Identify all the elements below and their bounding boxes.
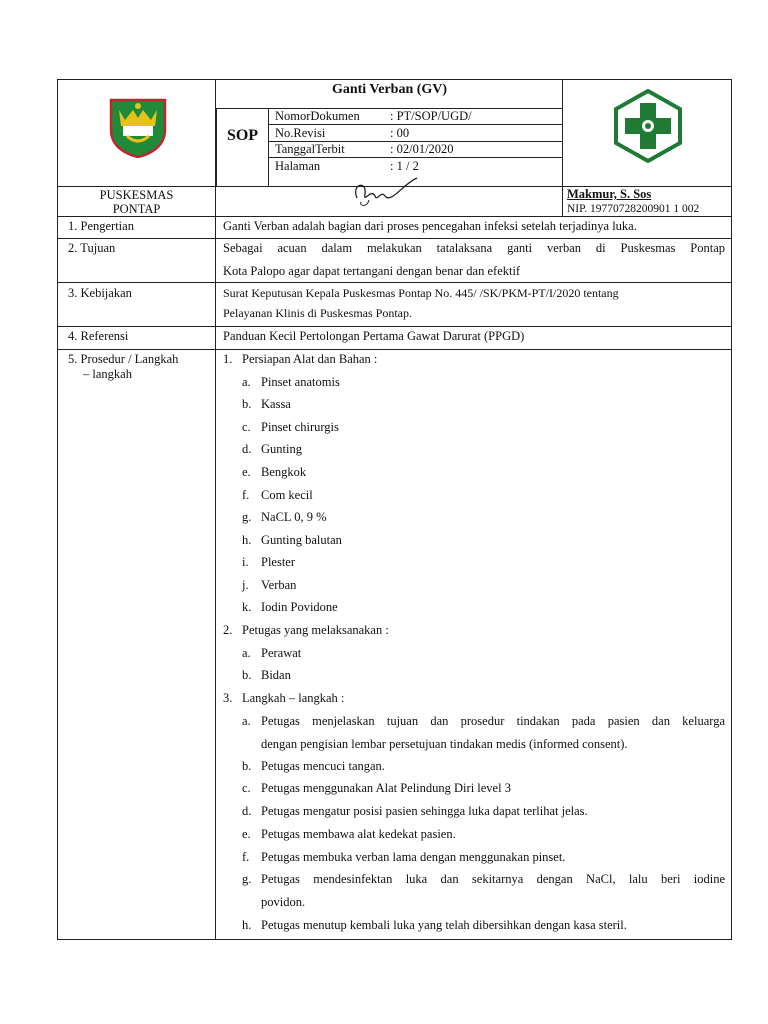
tujuan-line2: Kota Palopo agar dapat tertangani dengan benar dan efektif [223,264,521,278]
meta-value-revisi: : 00 [390,126,410,140]
document-title: Ganti Verban (GV) [331,82,448,97]
referensi-text: Panduan Kecil Pertolongan Pertama Gawat Darurat (PPGD) [223,329,525,343]
meta-row-divider [268,124,562,125]
meta-label-revisi: No.Revisi [275,126,326,140]
meta-label-tanggal: TanggalTerbit [275,142,345,156]
kebijakan-label: 3. Kebijakan [68,286,132,300]
row-divider [57,282,732,283]
meta-label-nomor: NomorDokumen [275,109,360,123]
meta-value-tanggal: : 02/01/2020 [390,142,454,156]
label-column-divider [215,216,216,940]
tujuan-line1: Sebagai acuan dalam melakukan tatalaksana ganti verban di Puskesmas Pontap [223,241,725,255]
org-name-line2: PONTAP [112,202,161,216]
signer-nip: NIP. 19770728200901 1 002 [567,203,700,215]
kebijakan-line1: Surat Keputusan Kepala Puskesmas Pontap No. 445/ /SK/PKM-PT/I/2020 tentang [223,286,619,300]
pengertian-label: 1. Pengertian [68,219,134,233]
signer-name: Makmur, S. Sos [567,187,652,201]
meta-row-divider [268,157,562,158]
sop-cell [216,108,269,187]
puskesmas-logo [612,89,684,163]
meta-value-nomor: : PT/SOP/UGD/ [390,109,472,123]
meta-label-halaman: Halaman [275,159,321,173]
meta-value-halaman: : 1 / 2 [390,159,419,173]
sop-label: SOP [226,127,259,144]
pengertian-text: Ganti Verban adalah bagian dari proses pencegahan infeksi setelah terjadinya luka. [223,219,637,233]
kebijakan-line2: Pelayanan Klinis di Puskesmas Pontap. [223,306,412,320]
referensi-label: 4. Referensi [68,329,129,343]
signature-col-right [562,186,563,217]
sop-document: Ganti Verban (GV) SOP NomorDokumen : PT/SOP/UGD/ No.Revisi : 00 TanggalTerbit : 02/01/2020 Halaman : 1 / 2 PUSKESMAS PONTAP Makmur, S. Sos NIP. 19770728200901 1 002 1. Pengertian Ganti Verban adalah bagian dari proses pencegahan infeksi setelah terjadinya luka. 2. Tujuan Sebagai acuan dalam melakukan tatalaksana ganti verban di Puskesmas Pontap Kota Palopo agar dapat tertangani dengan benar dan efektif 3. Kebijakan Surat Keputusan Kepala Puskesmas Pontap No. 445/ /SK/PKM-PT/I/2020 tentang Pelayanan Klinis di Puskesmas Pontap. 4. Referensi Panduan Kecil Pertolongan Pertama Gawat Darurat (PPGD) 5. Prosedur / Langkah – langkah 1. Persiapan Alat dan Bahan : a. Pinset anatomis b. Kassa c. Pinset chirurgis d. Gunting e. Bengkok f. Com kecil g. NaCL 0, 9 % h. Gunting balutan i. Plester j. Verban k. Iodin Povidone 2. Petugas yang melaksanakan : a. Perawat b. Bidan 3. Langkah – langkah : a. Petugas menjelaskan tujuan dan prosedur tindakan pada pasien dan keluarga dengan pengisian lembar persetujuan tindakan medis (informed consent). b. Petugas mencuci tangan. c. Petugas menggunakan Alat Pelindung Diri level 3 d. Petugas mengatur posisi pasien sehingga luka dapat terlihat jelas. e. Petugas membawa alat kedekat pasien. f. Petugas membuka verban lama dengan menggunakan pinset. g. Petugas mendesinfektan luka dan sekitarnya dengan NaCl, lalu beri iodine povidon. h. Petugas menutup kembali luka yang telah dibersihkan dengan kasa steril. [57,79,732,940]
prosedur-label-line2: – langkah [83,367,132,381]
signature-mark [347,174,427,212]
tujuan-label: 2. Tujuan [68,241,116,255]
prosedur-label-line1: 5. Prosedur / Langkah [68,352,179,366]
regional-crest-logo [107,96,169,158]
row-divider [57,238,732,239]
row-divider [57,326,732,327]
row-divider [57,349,732,350]
org-name-line1: PUSKESMAS [99,188,174,202]
